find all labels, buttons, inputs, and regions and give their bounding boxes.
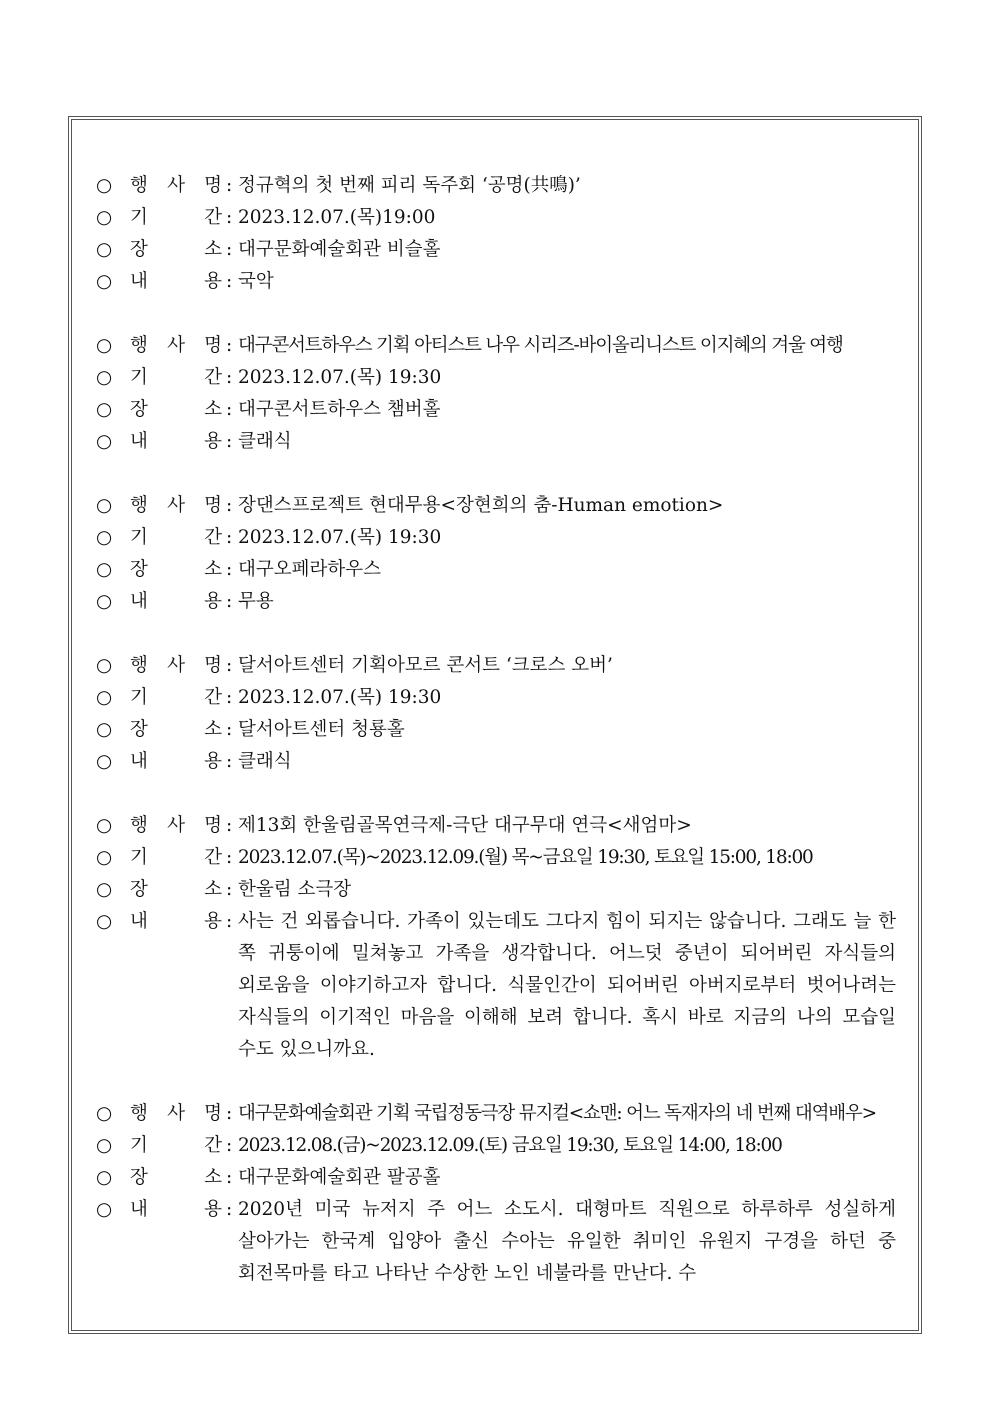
bullet-icon: ○ (96, 847, 113, 868)
colon: : (226, 687, 233, 708)
label-content: 내 용 (130, 431, 222, 452)
event-place-row (96, 714, 896, 746)
label-period: 기 간 (130, 527, 222, 548)
event-name-row (96, 1098, 896, 1130)
colon: : (226, 335, 233, 356)
colon: : (226, 367, 233, 388)
bullet-icon: ○ (96, 751, 113, 772)
bullet-icon: ○ (96, 879, 113, 900)
label-name: 행 사 명 (130, 495, 222, 516)
event-content: 무용 (238, 591, 274, 612)
event-content-row (96, 1194, 896, 1290)
event-place-row (96, 554, 896, 586)
event-place-row (96, 1162, 896, 1194)
event-place: 대구문화예술회관 팔공홀 (238, 1167, 441, 1188)
bullet-icon: ○ (96, 1135, 113, 1156)
label-content: 내 용 (130, 271, 222, 292)
bullet-icon: ○ (96, 175, 113, 196)
event-name: 정규혁의 첫 번째 피리 독주회 ‘공명(共鳴)’ (238, 175, 581, 196)
colon: : (226, 815, 233, 836)
colon: : (226, 1135, 233, 1156)
colon: : (226, 847, 233, 868)
event-place: 대구콘서트하우스 챔버홀 (238, 399, 441, 420)
label-place: 장 소 (130, 879, 222, 900)
bullet-icon: ○ (96, 495, 113, 516)
label-place: 장 소 (130, 559, 222, 580)
event-period: 2023.12.07.(목)19:00 (238, 207, 436, 228)
event-name-row (96, 810, 896, 842)
event-list (96, 170, 896, 1322)
bullet-icon: ○ (96, 1103, 113, 1124)
colon: : (226, 175, 233, 196)
event-item (96, 170, 896, 298)
event-period: 2023.12.08.(금)~2023.12.09.(토) 금요일 19:30, 토요일 14:00, 18:00 (238, 1135, 782, 1156)
event-name-row (96, 650, 896, 682)
bullet-icon: ○ (96, 655, 113, 676)
event-place: 대구문화예술회관 비슬홀 (238, 239, 441, 260)
event-content-row (96, 426, 896, 458)
event-name-row (96, 490, 896, 522)
colon: : (226, 559, 233, 580)
label-period: 기 간 (130, 207, 222, 228)
bullet-icon: ○ (96, 1199, 113, 1220)
colon: : (226, 751, 233, 772)
bullet-icon: ○ (96, 367, 113, 388)
label-name: 행 사 명 (130, 335, 222, 356)
label-place: 장 소 (130, 1167, 222, 1188)
bullet-icon: ○ (96, 399, 113, 420)
label-place: 장 소 (130, 399, 222, 420)
bullet-icon: ○ (96, 591, 113, 612)
event-period-row (96, 522, 896, 554)
bullet-icon: ○ (96, 911, 113, 932)
colon: : (226, 495, 233, 516)
event-content-row (96, 266, 896, 298)
event-content: 국악 (238, 271, 274, 292)
event-period: 2023.12.07.(목) 19:30 (238, 687, 442, 708)
bullet-icon: ○ (96, 271, 113, 292)
event-period-row (96, 202, 896, 234)
label-period: 기 간 (130, 367, 222, 388)
colon: : (226, 527, 233, 548)
colon: : (226, 719, 233, 740)
label-period: 기 간 (130, 687, 222, 708)
colon: : (226, 1103, 233, 1124)
bullet-icon: ○ (96, 719, 113, 740)
bullet-icon: ○ (96, 1167, 113, 1188)
event-content: 클래식 (238, 751, 292, 772)
event-place-row (96, 874, 896, 906)
bullet-icon: ○ (96, 815, 113, 836)
event-place: 달서아트센터 청룡홀 (238, 719, 405, 740)
colon: : (226, 431, 233, 452)
label-content: 내 용 (130, 751, 222, 772)
event-name: 대구문화예술회관 기획 국립정동극장 뮤지컬<쇼맨: 어느 독재자의 네 번째 대역배우> (238, 1103, 876, 1124)
label-content: 내 용 (130, 1199, 222, 1220)
colon: : (226, 239, 233, 260)
event-place: 대구오페라하우스 (238, 559, 381, 580)
event-item (96, 810, 896, 1066)
event-content-row (96, 746, 896, 778)
bullet-icon: ○ (96, 527, 113, 548)
event-content: 클래식 (238, 431, 292, 452)
colon: : (226, 879, 233, 900)
event-item (96, 1098, 896, 1290)
event-place-row (96, 234, 896, 266)
colon: : (226, 911, 233, 932)
event-name-row (96, 330, 896, 362)
bullet-icon: ○ (96, 207, 113, 228)
event-period-row (96, 682, 896, 714)
event-place-row (96, 394, 896, 426)
label-content: 내 용 (130, 591, 222, 612)
event-content: 2020년 미국 뉴저지 주 어느 소도시. 대형마트 직원으로 하루하루 성실하게 살아가는 한국계 입양아 출신 수아는 유일한 취미인 유원지 구경을 하던 중 회전목마를 타고 나타난 수상한 노인 네불라를 만난다. 수 (238, 1199, 896, 1284)
event-period-row (96, 362, 896, 394)
event-content: 사는 건 외롭습니다. 가족이 있는데도 그다지 힘이 되지는 않습니다. 그래도 늘 한 쪽 귀퉁이에 밀쳐놓고 가족을 생각합니다. 어느덧 중년이 되어버린 자식들의 외로움을 이야기하고자 합니다. 식물인간이 되어버린 아버지로부터 벗어나려는 자식들의 이기적인 마음을 이해해 보려 합니다. 혹시 바로 지금의 나의 모습일 수도 있으니까요. (238, 911, 896, 1060)
colon: : (226, 399, 233, 420)
event-period: 2023.12.07.(목) 19:30 (238, 367, 442, 388)
event-name: 달서아트센터 기획아모르 콘서트 ‘크로스 오버’ (238, 655, 613, 676)
bullet-icon: ○ (96, 335, 113, 356)
bullet-icon: ○ (96, 687, 113, 708)
label-name: 행 사 명 (130, 175, 222, 196)
event-content-row (96, 906, 896, 1066)
event-item (96, 650, 896, 778)
event-content-row (96, 586, 896, 618)
label-place: 장 소 (130, 719, 222, 740)
label-period: 기 간 (130, 1135, 222, 1156)
event-period-row (96, 1130, 896, 1162)
event-item (96, 490, 896, 618)
event-period: 2023.12.07.(목) 19:30 (238, 527, 442, 548)
event-name: 제13회 한울림골목연극제-극단 대구무대 연극<새엄마> (238, 815, 692, 836)
colon: : (226, 271, 233, 292)
bullet-icon: ○ (96, 431, 113, 452)
label-name: 행 사 명 (130, 1103, 222, 1124)
label-content: 내 용 (130, 911, 222, 932)
bullet-icon: ○ (96, 239, 113, 260)
event-place: 한울림 소극장 (238, 879, 352, 900)
colon: : (226, 207, 233, 228)
colon: : (226, 655, 233, 676)
colon: : (226, 591, 233, 612)
colon: : (226, 1167, 233, 1188)
label-place: 장 소 (130, 239, 222, 260)
label-period: 기 간 (130, 847, 222, 868)
event-period: 2023.12.07.(목)~2023.12.09.(월) 목~금요일 19:30, 토요일 15:00, 18:00 (238, 847, 813, 868)
event-item (96, 330, 896, 458)
colon: : (226, 1199, 233, 1220)
event-name-row (96, 170, 896, 202)
event-name: 대구콘서트하우스 기획 아티스트 나우 시리즈-바이올리니스트 이지혜의 겨울 여행 (238, 335, 843, 356)
event-name: 장댄스프로젝트 현대무용<장현희의 춤-Human emotion> (238, 495, 724, 516)
label-name: 행 사 명 (130, 815, 222, 836)
label-name: 행 사 명 (130, 655, 222, 676)
bullet-icon: ○ (96, 559, 113, 580)
event-period-row (96, 842, 896, 874)
